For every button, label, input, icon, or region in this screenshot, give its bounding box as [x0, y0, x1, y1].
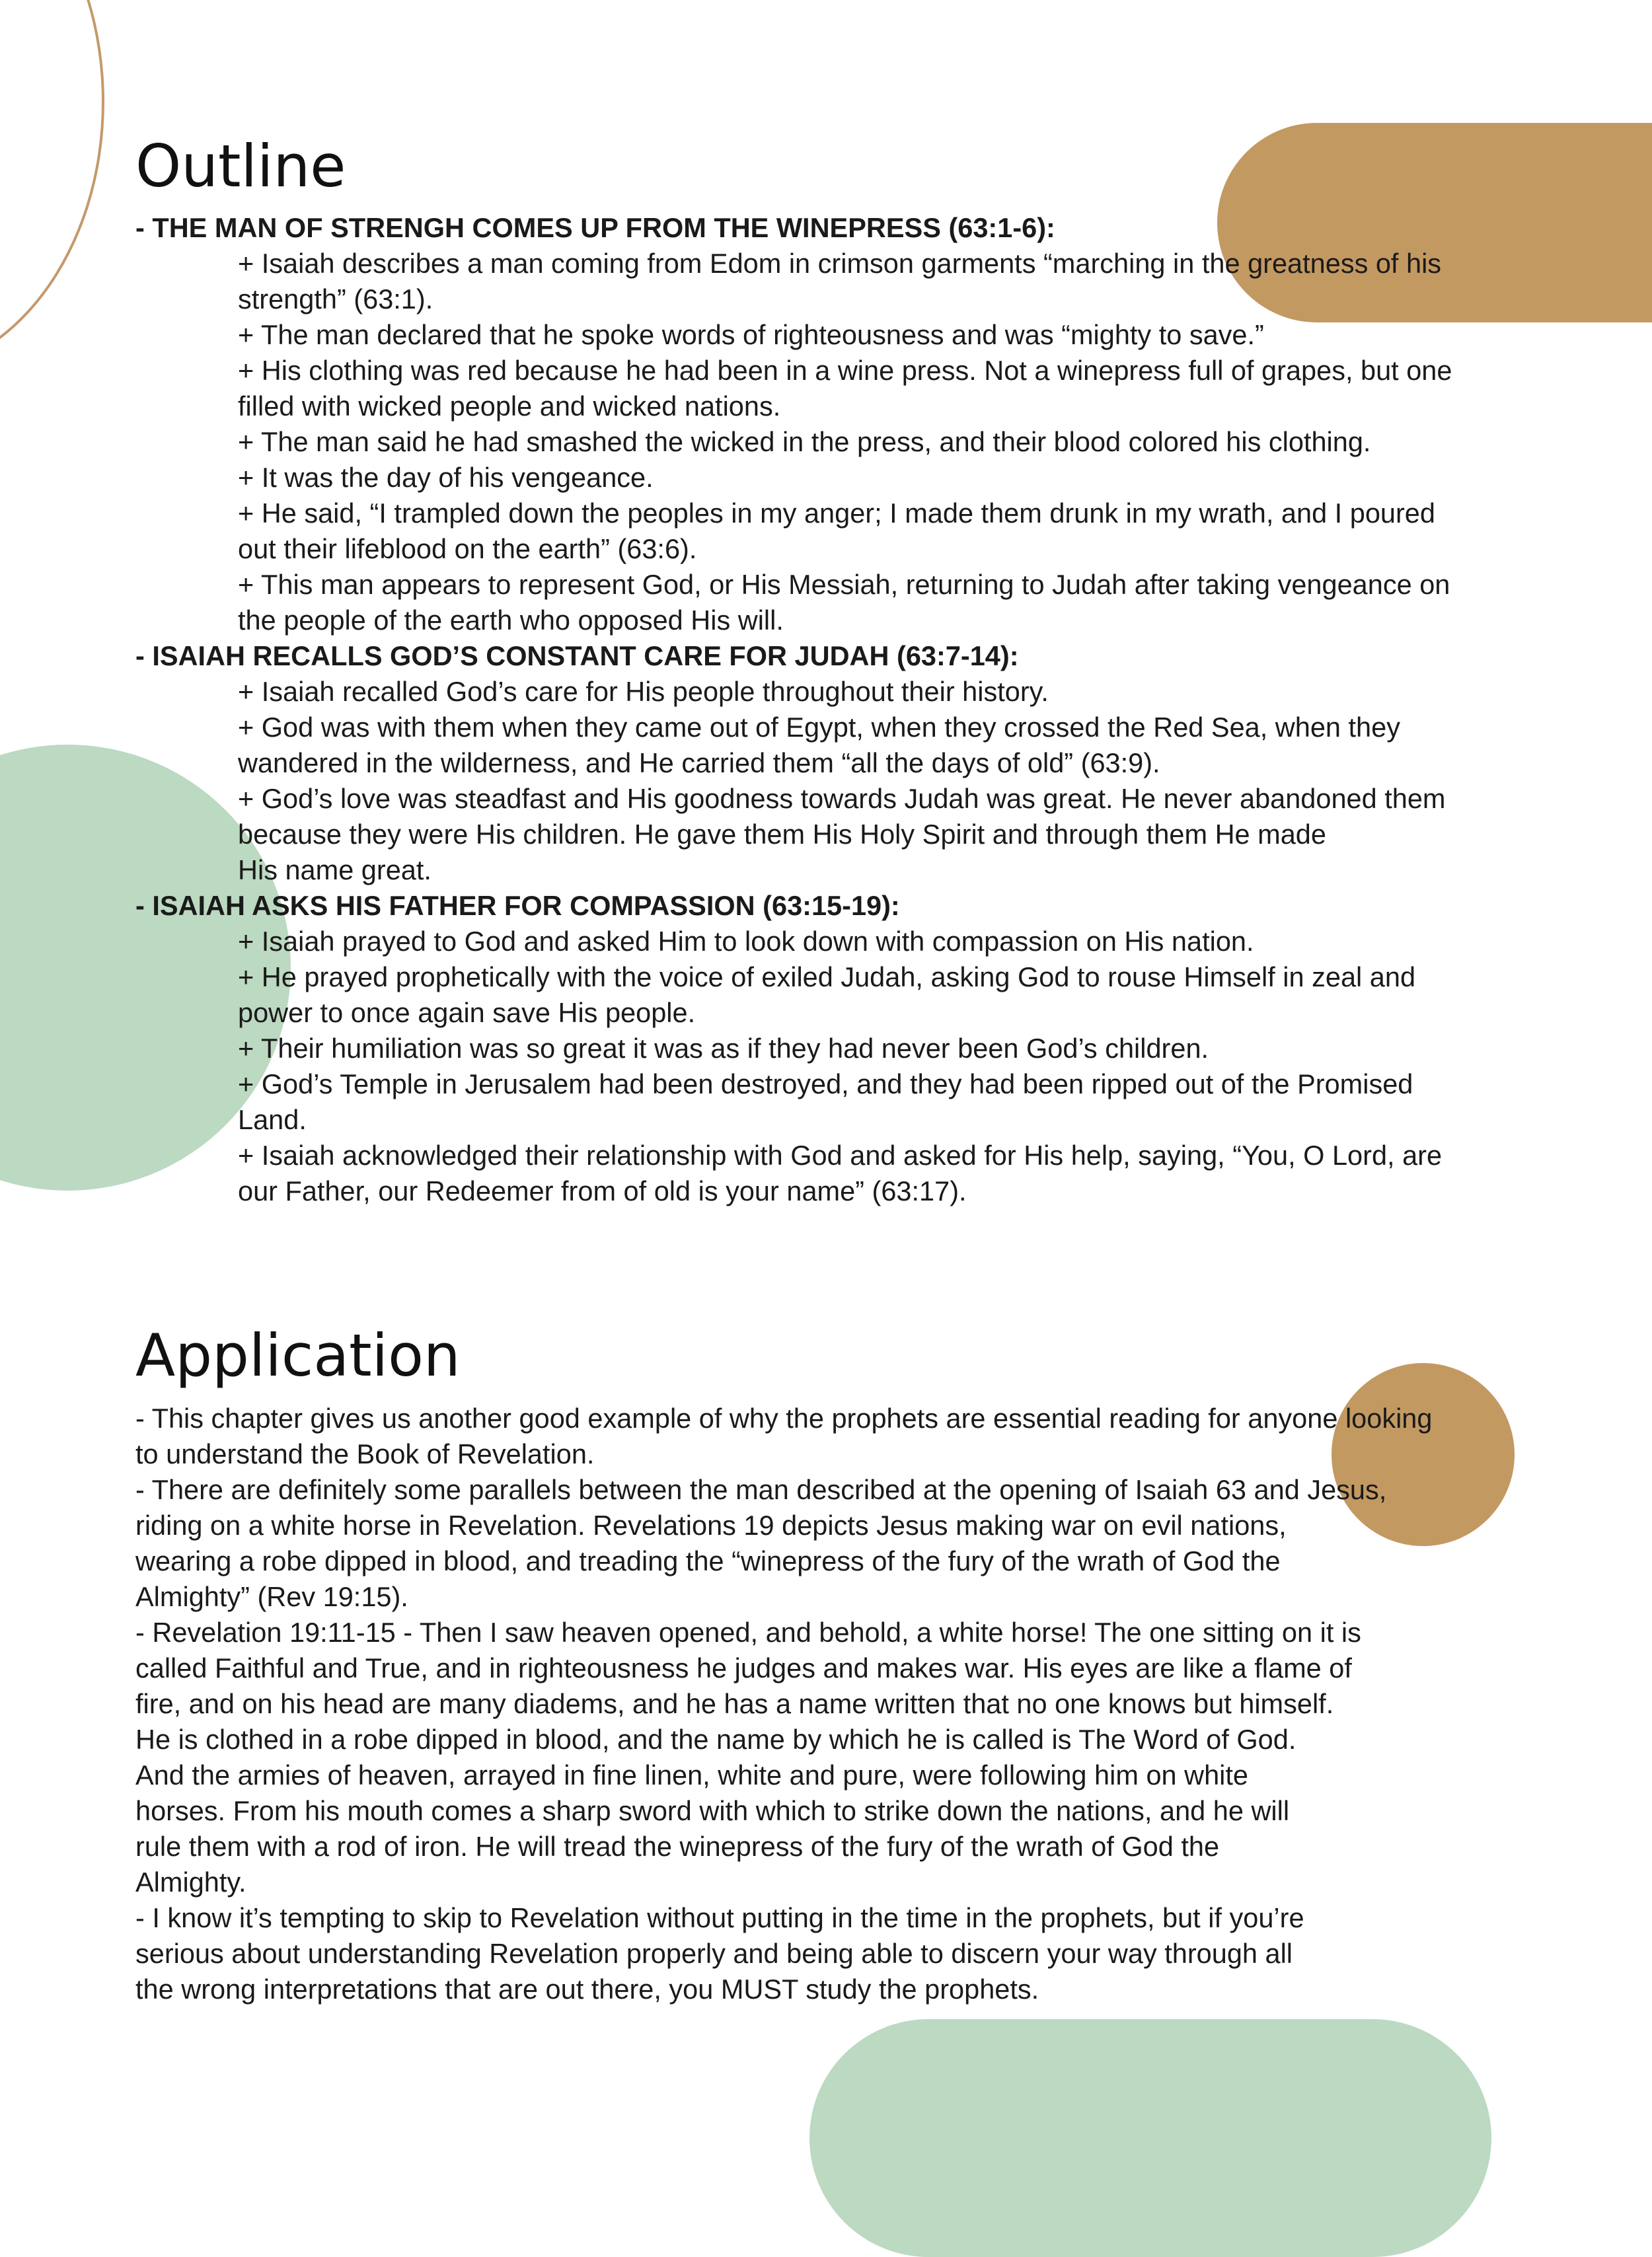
application-point-line: riding on a white horse in Revelation. Revelations 19 depicts Jesus making war on evil nations, [135, 1510, 1287, 1541]
outline-point [135, 567, 1563, 638]
outline-point-line: + Their humiliation was so great it was as if they had never been God’s children. [238, 1033, 1209, 1064]
application-point [135, 1472, 1563, 1615]
outline-point-line: + He said, “I trampled down the peoples in my anger; I made them drunk in my wrath, and I poured [238, 498, 1435, 529]
outline-point-line: our Father, our Redeemer from of old is your name” (63:17). [238, 1175, 967, 1206]
outline-point [135, 959, 1563, 1031]
application-point-line: - I know it’s tempting to skip to Revelation without putting in the time in the prophets, but if you’re [135, 1902, 1304, 1933]
outline-point-line: out their lifeblood on the earth” (63:6). [238, 533, 697, 564]
outline-point-line: His name great. [238, 854, 432, 885]
outline-point-line: filled with wicked people and wicked nations. [238, 390, 781, 422]
decorative-ring [0, 0, 104, 375]
outline-point-line: strength” (63:1). [238, 283, 433, 314]
outline-point [135, 924, 1563, 959]
outline-point-line: Land. [238, 1104, 307, 1135]
outline-point [135, 246, 1563, 317]
outline-point-line: + The man said he had smashed the wicked in the press, and their blood colored his clothing. [238, 426, 1371, 457]
outline-point-line: the people of the earth who opposed His will. [238, 605, 784, 636]
outline-point [135, 1031, 1563, 1066]
outline-point [135, 674, 1563, 710]
outline-point-line: + God’s Temple in Jerusalem had been destroyed, and they had been ripped out of the Promised [238, 1068, 1413, 1099]
outline-point-line: + God was with them when they came out of Egypt, when they crossed the Red Sea, when they [238, 712, 1400, 743]
outline-point [135, 1066, 1563, 1138]
application-point-line: - This chapter gives us another good example of why the prophets are essential reading for anyone looking [135, 1403, 1433, 1434]
application-point-line: to understand the Book of Revelation. [135, 1438, 595, 1469]
outline-point [135, 710, 1563, 781]
application-point-line: called Faithful and True, and in righteousness he judges and makes war. His eyes are like a flame of [135, 1652, 1352, 1684]
outline-body [135, 210, 1563, 1209]
outline-point-line: + His clothing was red because he had been in a wine press. Not a winepress full of grapes, but one [238, 355, 1452, 386]
application-point-line: - There are definitely some parallels between the man described at the opening of Isaiah 63 and Jesus, [135, 1474, 1387, 1505]
application-point-line: serious about understanding Revelation properly and being able to discern your way through all [135, 1938, 1293, 1969]
outline-point-line: because they were His children. He gave them His Holy Spirit and through them He made [238, 819, 1326, 850]
outline-point [135, 424, 1563, 460]
application-point-line: the wrong interpretations that are out there, you MUST study the prophets. [135, 1974, 1039, 2005]
decorative-green-pill [809, 2019, 1491, 2257]
outline-point-line: wandered in the wilderness, and He carried them “all the days of old” (63:9). [238, 747, 1160, 778]
outline-point [135, 496, 1563, 567]
application-point [135, 1401, 1563, 1472]
outline-title: Outline [135, 132, 346, 200]
application-point-line: rule them with a rod of iron. He will tread the winepress of the fury of the wrath of God the [135, 1831, 1220, 1862]
outline-point-line: + Isaiah recalled God’s care for His people throughout their history. [238, 676, 1049, 707]
application-point-line: horses. From his mouth comes a sharp sword with which to strike down the nations, and he will [135, 1795, 1290, 1826]
application-point-line: And the armies of heaven, arrayed in fine linen, white and pure, were following him on white [135, 1759, 1249, 1791]
application-point [135, 1615, 1563, 1900]
application-point [135, 1900, 1563, 2007]
outline-point [135, 460, 1563, 496]
outline-point-line: + He prayed prophetically with the voice of exiled Judah, asking God to rouse Himself in zeal and [238, 961, 1416, 992]
application-point-line: wearing a robe dipped in blood, and treading the “winepress of the fury of the wrath of God the [135, 1545, 1281, 1576]
application-point-line: fire, and on his head are many diadems, and he has a name written that no one knows but himself. [135, 1688, 1334, 1719]
application-point-line: Almighty. [135, 1867, 246, 1898]
application-body [135, 1401, 1563, 2007]
outline-section-heading: - ISAIAH ASKS HIS FATHER FOR COMPASSION (63:15-19): [135, 890, 900, 921]
outline-point [135, 353, 1563, 424]
application-point-line: - Revelation 19:11-15 - Then I saw heaven opened, and behold, a white horse! The one sitting on it is [135, 1617, 1361, 1648]
outline-point [135, 781, 1563, 888]
outline-point-line: + This man appears to represent God, or His Messiah, returning to Judah after taking vengeance on [238, 569, 1450, 600]
application-point-line: Almighty” (Rev 19:15). [135, 1581, 408, 1612]
outline-section-heading: - ISAIAH RECALLS GOD’S CONSTANT CARE FOR JUDAH (63:7-14): [135, 640, 1019, 671]
application-point-line: He is clothed in a robe dipped in blood, and the name by which he is called is The Word of God. [135, 1724, 1296, 1755]
outline-point-line: + Isaiah describes a man coming from Edom in crimson garments “marching in the greatness of his [238, 248, 1442, 279]
outline-point-line: + The man declared that he spoke words of righteousness and was “mighty to save.” [238, 319, 1264, 350]
outline-point [135, 1138, 1563, 1209]
outline-point-line: + Isaiah prayed to God and asked Him to look down with compassion on His nation. [238, 926, 1254, 957]
application-title: Application [135, 1321, 461, 1389]
outline-point-line: power to once again save His people. [238, 997, 696, 1028]
outline-point-line: + God’s love was steadfast and His goodness towards Judah was great. He never abandoned them [238, 783, 1446, 814]
outline-section-heading: - THE MAN OF STRENGH COMES UP FROM THE WINEPRESS (63:1-6): [135, 212, 1055, 243]
outline-point-line: + It was the day of his vengeance. [238, 462, 654, 493]
outline-point-line: + Isaiah acknowledged their relationship with God and asked for His help, saying, “You, O Lord, are [238, 1140, 1443, 1171]
outline-point [135, 317, 1563, 353]
